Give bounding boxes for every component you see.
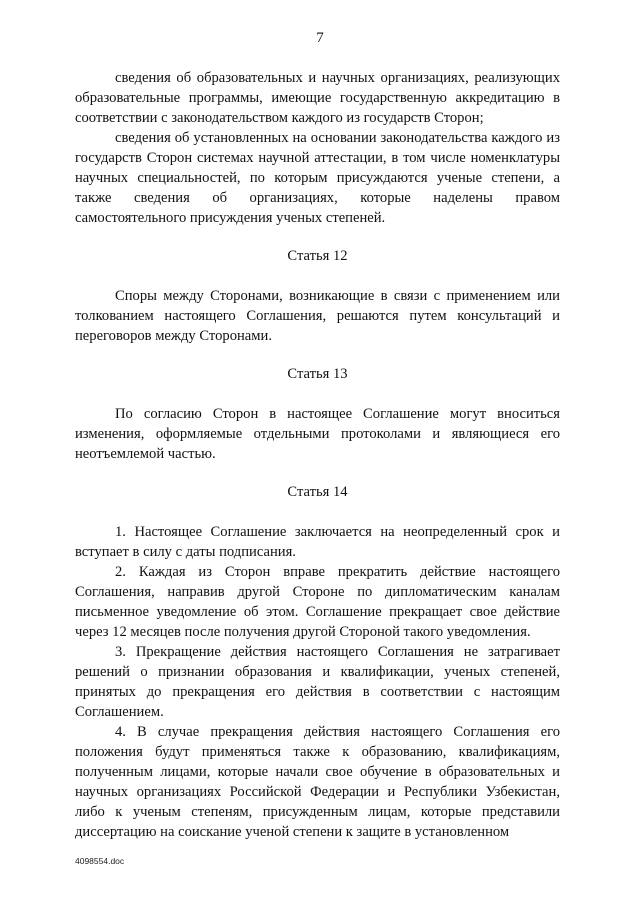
paragraph-educational-organizations: сведения об образовательных и научных организациях, реализующих образовательные программы, имеющие государственную аккредитацию в соответствии с законодательством каждого из государств Сторон; bbox=[75, 70, 560, 126]
document-body bbox=[75, 68, 560, 842]
page-number: 7 bbox=[316, 30, 324, 46]
file-name-footer: 4098554.doc bbox=[75, 856, 125, 866]
article-13-title: Статья 13 bbox=[287, 366, 348, 382]
article-14-clause-1: 1. Настоящее Соглашение заключается на неопределенный срок и вступает в силу с даты подписания. bbox=[75, 524, 560, 560]
paragraph-scientific-attestation: сведения об установленных на основании законодательства каждого из государств Сторон системах научной аттестации, в том числе номенклатуры научных специальностей, по которым присуждаются ученые степени, а также сведения об организациях, которые наделены правом самостоятельного присуждения ученых степеней. bbox=[75, 130, 560, 226]
article-13-text: По согласию Сторон в настоящее Соглашение могут вноситься изменения, оформляемые отдельными протоколами и являющиеся его неотъемлемой частью. bbox=[75, 406, 560, 462]
article-14-title: Статья 14 bbox=[287, 484, 348, 500]
article-14-clause-4: 4. В случае прекращения действия настоящего Соглашения его положения будут применяться также к образованию, квалификациям, полученным лицами, которые начали свое обучение в образовательных и научных организациях Российской Федерации и Республики Узбекистан, либо к ученым степеням, присужденным лицам, которые представили диссертацию на соискание ученой степени к защите в установленном bbox=[75, 724, 560, 840]
article-12-text: Споры между Сторонами, возникающие в связи с применением или толкованием настоящего Соглашения, решаются путем консультаций и переговоров между Сторонами. bbox=[75, 288, 560, 344]
article-12-title: Статья 12 bbox=[287, 248, 348, 264]
article-14-clause-2: 2. Каждая из Сторон вправе прекратить действие настоящего Соглашения, направив другой Стороне по дипломатическим каналам письменное уведомление об этом. Соглашение прекращает свое действие через 12 месяцев после получения другой Стороной такого уведомления. bbox=[75, 564, 560, 640]
article-14-clause-3: 3. Прекращение действия настоящего Соглашения не затрагивает решений о признании образования и квалификации, ученых степеней, принятых до прекращения его действия в соответствии с настоящим Соглашением. bbox=[75, 644, 560, 720]
